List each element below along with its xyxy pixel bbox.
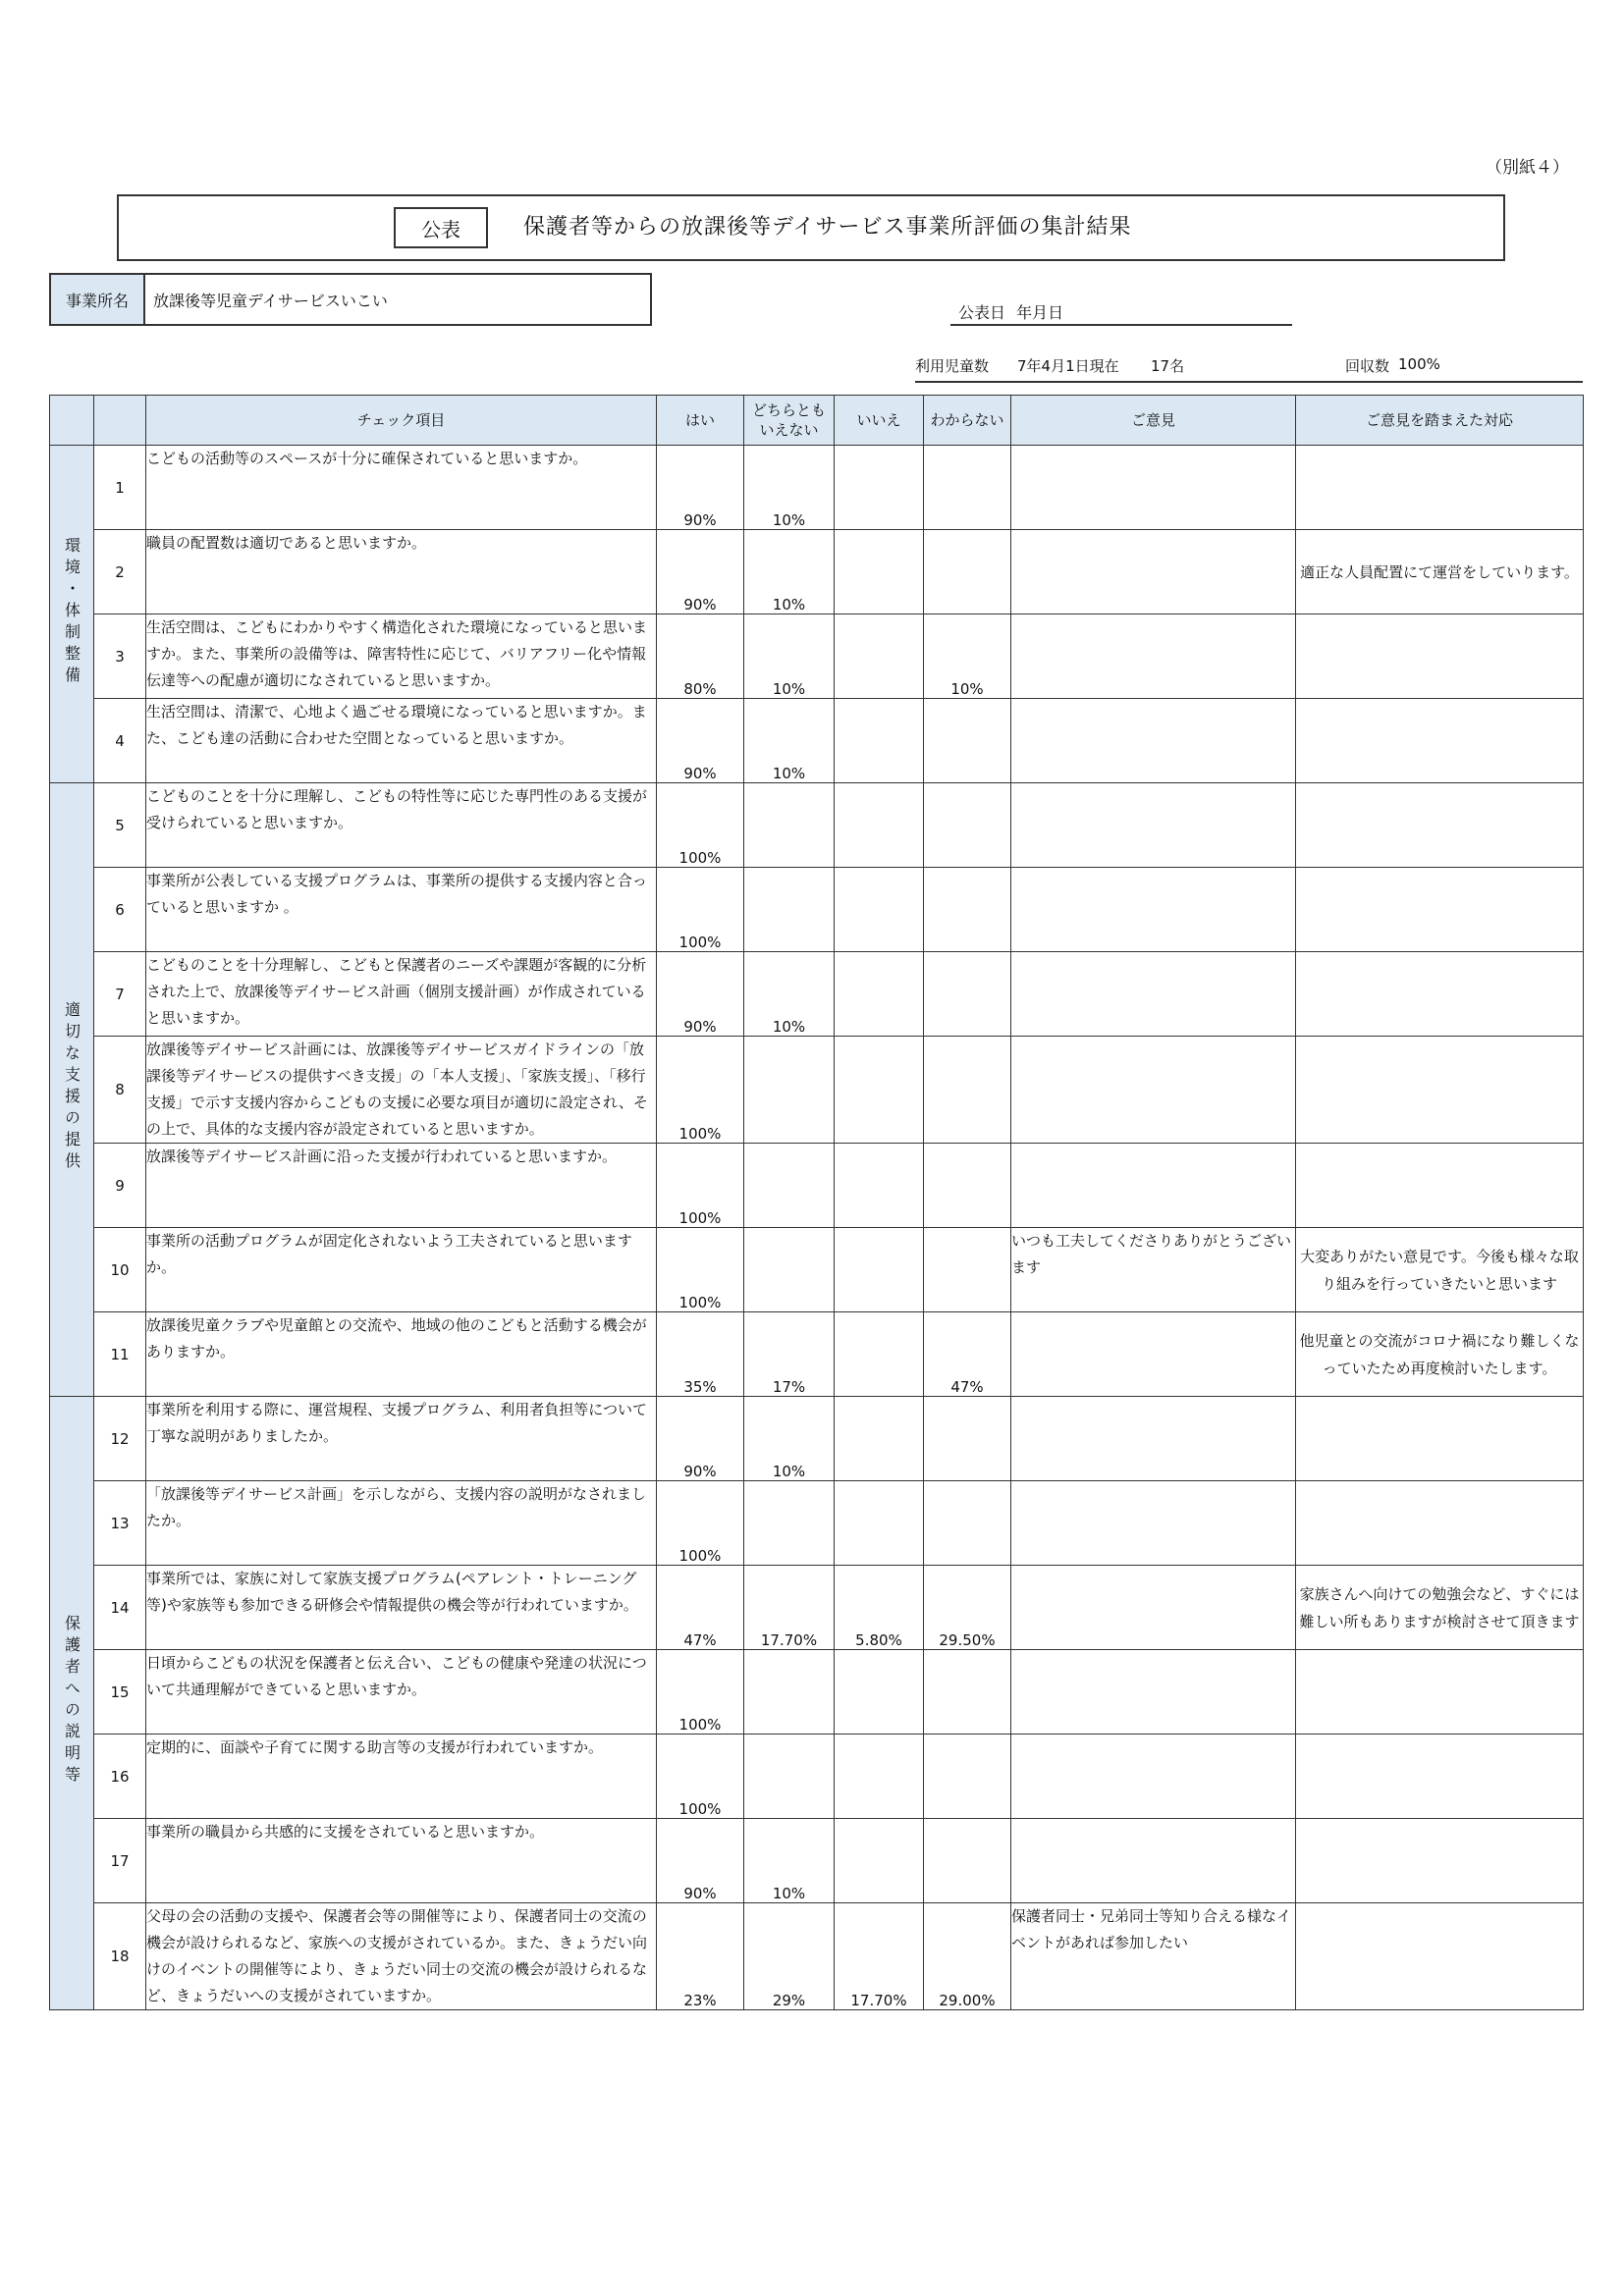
row-response bbox=[1296, 783, 1584, 868]
row-opinion bbox=[1011, 868, 1296, 952]
row-no-pct: 17.70% bbox=[835, 1903, 924, 2010]
row-number: 11 bbox=[94, 1312, 146, 1397]
table-row bbox=[50, 1228, 1584, 1312]
row-opinion: いつも工夫してくださりありがとうございます bbox=[1011, 1228, 1296, 1312]
table-row bbox=[50, 1735, 1584, 1819]
row-yes-pct: 100% bbox=[657, 868, 744, 952]
row-question: 放課後等デイサービス計画には、放課後等デイサービスガイドラインの「放課後等デイサービスの提供すべき支援」の「本人支援」、「家族支援」、「移行支援」で示す支援内容からこどもの支援に必要な項目が適切に設定され、その上で、具体的な支援内容が設定されていると思いますか。 bbox=[146, 1037, 657, 1144]
row-question: 事業所を利用する際に、運営規程、支援プログラム、利用者負担等について丁寧な説明がありましたか。 bbox=[146, 1397, 657, 1481]
row-question: 定期的に、面談や子育てに関する助言等の支援が行われていますか。 bbox=[146, 1735, 657, 1819]
row-no-pct bbox=[835, 699, 924, 783]
row-question: 事業所では、家族に対して家族支援プログラム(ペアレント・トレーニング等)や家族等も参加できる研修会や情報提供の機会等が行われていますか。 bbox=[146, 1566, 657, 1650]
row-opinion bbox=[1011, 614, 1296, 699]
table-row bbox=[50, 1481, 1584, 1566]
row-opinion bbox=[1011, 1650, 1296, 1735]
header-number bbox=[94, 396, 146, 446]
row-unknown-pct bbox=[924, 1228, 1011, 1312]
table-row bbox=[50, 614, 1584, 699]
row-yes-pct: 90% bbox=[657, 530, 744, 614]
table-row bbox=[50, 783, 1584, 868]
row-yes-pct: 80% bbox=[657, 614, 744, 699]
row-response bbox=[1296, 446, 1584, 530]
row-unknown-pct bbox=[924, 1735, 1011, 1819]
row-no-pct bbox=[835, 952, 924, 1037]
row-response: 大変ありがたい意見です。今後も様々な取り組みを行っていきたいと思います bbox=[1296, 1228, 1584, 1312]
publication-underline bbox=[950, 324, 1292, 326]
row-unknown-pct bbox=[924, 530, 1011, 614]
row-number: 17 bbox=[94, 1819, 146, 1903]
row-question: こどもの活動等のスペースが十分に確保されていると思いますか。 bbox=[146, 446, 657, 530]
row-number: 10 bbox=[94, 1228, 146, 1312]
row-number: 5 bbox=[94, 783, 146, 868]
header-unknown: わからない bbox=[924, 396, 1011, 446]
category-label bbox=[50, 1397, 94, 2010]
header-item: チェック項目 bbox=[146, 396, 657, 446]
row-neither-pct: 10% bbox=[744, 699, 835, 783]
row-unknown-pct bbox=[924, 1144, 1011, 1228]
row-yes-pct: 90% bbox=[657, 1397, 744, 1481]
row-yes-pct: 23% bbox=[657, 1903, 744, 2010]
row-response bbox=[1296, 1819, 1584, 1903]
row-no-pct bbox=[835, 1481, 924, 1566]
row-response bbox=[1296, 1481, 1584, 1566]
row-neither-pct: 10% bbox=[744, 952, 835, 1037]
row-response bbox=[1296, 1144, 1584, 1228]
row-neither-pct bbox=[744, 1228, 835, 1312]
row-question: こどものことを十分に理解し、こどもの特性等に応じた専門性のある支援が受けられていると思いますか。 bbox=[146, 783, 657, 868]
row-yes-pct: 90% bbox=[657, 446, 744, 530]
row-question: 生活空間は、こどもにわかりやすく構造化された環境になっていると思いますか。また、事業所の設備等は、障害特性に応じて、バリアフリー化や情報伝達等への配慮が適切になされていると思いますか。 bbox=[146, 614, 657, 699]
row-question: 日頃からこどもの状況を保護者と伝え合い、こどもの健康や発達の状況について共通理解ができていると思いますか。 bbox=[146, 1650, 657, 1735]
category-text: 適切な支援の提供 bbox=[62, 1001, 81, 1174]
row-neither-pct bbox=[744, 1650, 835, 1735]
row-question: 放課後児童クラブや児童館との交流や、地域の他のこどもと活動する機会がありますか。 bbox=[146, 1312, 657, 1397]
users-label: 利用児童数 bbox=[915, 357, 990, 375]
row-question: 父母の会の活動の支援や、保護者会等の開催等により、保護者同士の交流の機会が設けられるなど、家族への支援がされているか。また、きょうだい向けのイベントの開催等により、きょうだい同士の交流の機会が設けられるなど、きょうだいへの支援がされていますか。 bbox=[146, 1903, 657, 2010]
row-neither-pct bbox=[744, 868, 835, 952]
row-question: 「放課後等デイサービス計画」を示しながら、支援内容の説明がなされましたか。 bbox=[146, 1481, 657, 1566]
publication-value: 年月日 bbox=[1016, 303, 1064, 322]
row-neither-pct: 10% bbox=[744, 530, 835, 614]
responses-label: 回収数 bbox=[1345, 357, 1390, 375]
category-label bbox=[50, 446, 94, 783]
row-response: 他児童との交流がコロナ禍になり難しくなっていたため再度検討いたします。 bbox=[1296, 1312, 1584, 1397]
table-row bbox=[50, 1566, 1584, 1650]
header-neither: どちらとも いえない bbox=[744, 396, 835, 446]
row-opinion bbox=[1011, 446, 1296, 530]
row-no-pct bbox=[835, 1819, 924, 1903]
row-opinion: 保護者同士・兄弟同士等知り合える様なイベントがあれば参加したい bbox=[1011, 1903, 1296, 2010]
header-no: いいえ bbox=[835, 396, 924, 446]
header-category bbox=[50, 396, 94, 446]
row-response bbox=[1296, 699, 1584, 783]
row-number: 3 bbox=[94, 614, 146, 699]
page-title: 保護者等からの放課後等デイサービス事業所評価の集計結果 bbox=[523, 215, 1132, 240]
row-question: 職員の配置数は適切であると思いますか。 bbox=[146, 530, 657, 614]
row-yes-pct: 47% bbox=[657, 1566, 744, 1650]
row-unknown-pct bbox=[924, 868, 1011, 952]
table-row bbox=[50, 1037, 1584, 1144]
row-unknown-pct: 10% bbox=[924, 614, 1011, 699]
row-no-pct bbox=[835, 1650, 924, 1735]
row-number: 14 bbox=[94, 1566, 146, 1650]
row-neither-pct bbox=[744, 1144, 835, 1228]
row-opinion bbox=[1011, 1735, 1296, 1819]
row-response bbox=[1296, 614, 1584, 699]
users-as-of: 7年4月1日現在 bbox=[1017, 357, 1119, 375]
row-number: 7 bbox=[94, 952, 146, 1037]
row-unknown-pct: 47% bbox=[924, 1312, 1011, 1397]
table-row bbox=[50, 1397, 1584, 1481]
row-unknown-pct bbox=[924, 1037, 1011, 1144]
row-question: 事業所の職員から共感的に支援をされていると思いますか。 bbox=[146, 1819, 657, 1903]
publication-date bbox=[958, 300, 1063, 323]
row-response bbox=[1296, 1397, 1584, 1481]
row-question: 生活空間は、清潔で、心地よく過ごせる環境になっていると思いますか。また、こども達の活動に合わせた空間となっていると思いますか。 bbox=[146, 699, 657, 783]
row-no-pct bbox=[835, 446, 924, 530]
row-number: 15 bbox=[94, 1650, 146, 1735]
row-response bbox=[1296, 1037, 1584, 1144]
row-unknown-pct bbox=[924, 1397, 1011, 1481]
row-unknown-pct bbox=[924, 699, 1011, 783]
office-label: 事業所名 bbox=[51, 275, 145, 324]
row-response: 適正な人員配置にて運営をしていります。 bbox=[1296, 530, 1584, 614]
row-opinion bbox=[1011, 1566, 1296, 1650]
row-unknown-pct bbox=[924, 446, 1011, 530]
office-name: 放課後等児童デイサービスいこい bbox=[153, 291, 388, 310]
row-number: 12 bbox=[94, 1397, 146, 1481]
row-no-pct bbox=[835, 1397, 924, 1481]
row-neither-pct bbox=[744, 783, 835, 868]
table-row bbox=[50, 446, 1584, 530]
row-no-pct bbox=[835, 868, 924, 952]
row-yes-pct: 100% bbox=[657, 1037, 744, 1144]
table-row bbox=[50, 1650, 1584, 1735]
row-yes-pct: 100% bbox=[657, 783, 744, 868]
row-response bbox=[1296, 1735, 1584, 1819]
row-unknown-pct bbox=[924, 1650, 1011, 1735]
row-number: 9 bbox=[94, 1144, 146, 1228]
row-response bbox=[1296, 1903, 1584, 2010]
row-opinion bbox=[1011, 952, 1296, 1037]
row-opinion bbox=[1011, 699, 1296, 783]
row-neither-pct: 10% bbox=[744, 446, 835, 530]
row-yes-pct: 100% bbox=[657, 1650, 744, 1735]
header-yes: はい bbox=[657, 396, 744, 446]
row-unknown-pct bbox=[924, 783, 1011, 868]
title-box bbox=[117, 194, 1505, 261]
row-unknown-pct: 29.00% bbox=[924, 1903, 1011, 2010]
row-number: 1 bbox=[94, 446, 146, 530]
users-count: 17名 bbox=[1151, 357, 1185, 375]
row-neither-pct: 29% bbox=[744, 1903, 835, 2010]
row-number: 16 bbox=[94, 1735, 146, 1819]
table-row bbox=[50, 530, 1584, 614]
row-neither-pct bbox=[744, 1481, 835, 1566]
row-question: 事業所が公表している支援プログラムは、事業所の提供する支援内容と合っていると思いますか 。 bbox=[146, 868, 657, 952]
table-row bbox=[50, 1312, 1584, 1397]
table-row bbox=[50, 952, 1584, 1037]
public-label: 公表 bbox=[394, 207, 488, 248]
category-label bbox=[50, 783, 94, 1397]
row-no-pct: 5.80% bbox=[835, 1566, 924, 1650]
row-unknown-pct bbox=[924, 952, 1011, 1037]
row-no-pct bbox=[835, 1144, 924, 1228]
row-opinion bbox=[1011, 783, 1296, 868]
row-response: 家族さんへ向けての勉強会など、すぐには難しい所もありますが検討させて頂きます bbox=[1296, 1566, 1584, 1650]
row-neither-pct bbox=[744, 1037, 835, 1144]
row-question: 事業所の活動プログラムが固定化されないよう工夫されていると思いますか。 bbox=[146, 1228, 657, 1312]
row-no-pct bbox=[835, 783, 924, 868]
row-no-pct bbox=[835, 614, 924, 699]
row-neither-pct: 17% bbox=[744, 1312, 835, 1397]
row-no-pct bbox=[835, 1735, 924, 1819]
evaluation-table bbox=[49, 395, 1584, 2010]
row-unknown-pct: 29.50% bbox=[924, 1566, 1011, 1650]
row-yes-pct: 100% bbox=[657, 1144, 744, 1228]
row-yes-pct: 100% bbox=[657, 1481, 744, 1566]
row-opinion bbox=[1011, 1312, 1296, 1397]
row-yes-pct: 100% bbox=[657, 1735, 744, 1819]
row-neither-pct bbox=[744, 1735, 835, 1819]
responses-value: 100% bbox=[1398, 355, 1440, 373]
row-opinion bbox=[1011, 1037, 1296, 1144]
row-number: 4 bbox=[94, 699, 146, 783]
header-opinion: ご意見 bbox=[1011, 396, 1296, 446]
row-neither-pct: 17.70% bbox=[744, 1566, 835, 1650]
row-neither-pct: 10% bbox=[744, 614, 835, 699]
annex-label: （別紙４） bbox=[1486, 158, 1569, 178]
row-yes-pct: 90% bbox=[657, 1819, 744, 1903]
row-unknown-pct bbox=[924, 1481, 1011, 1566]
row-yes-pct: 90% bbox=[657, 699, 744, 783]
publication-label: 公表日 bbox=[958, 303, 1006, 322]
table-row bbox=[50, 1903, 1584, 2010]
table-row bbox=[50, 1144, 1584, 1228]
row-unknown-pct bbox=[924, 1819, 1011, 1903]
row-no-pct bbox=[835, 530, 924, 614]
office-box bbox=[49, 273, 652, 326]
row-number: 18 bbox=[94, 1903, 146, 2010]
table-header bbox=[50, 396, 1584, 446]
row-question: 放課後等デイサービス計画に沿った支援が行われていると思いますか。 bbox=[146, 1144, 657, 1228]
row-number: 2 bbox=[94, 530, 146, 614]
row-response bbox=[1296, 1650, 1584, 1735]
category-text: 環境・体制整備 bbox=[62, 536, 81, 688]
table-row bbox=[50, 868, 1584, 952]
stats-underline bbox=[915, 381, 1583, 383]
table-row bbox=[50, 699, 1584, 783]
row-number: 8 bbox=[94, 1037, 146, 1144]
row-yes-pct: 35% bbox=[657, 1312, 744, 1397]
row-opinion bbox=[1011, 1481, 1296, 1566]
row-response bbox=[1296, 952, 1584, 1037]
row-opinion bbox=[1011, 1819, 1296, 1903]
row-neither-pct: 10% bbox=[744, 1819, 835, 1903]
row-yes-pct: 100% bbox=[657, 1228, 744, 1312]
header-response: ご意見を踏まえた対応 bbox=[1296, 396, 1584, 446]
row-question: こどものことを十分理解し、こどもと保護者のニーズや課題が客観的に分析された上で、放課後等デイサービス計画（個別支援計画）が作成されていると思いますか。 bbox=[146, 952, 657, 1037]
row-yes-pct: 90% bbox=[657, 952, 744, 1037]
row-opinion bbox=[1011, 1144, 1296, 1228]
row-opinion bbox=[1011, 1397, 1296, 1481]
row-no-pct bbox=[835, 1228, 924, 1312]
category-text: 保護者への説明等 bbox=[62, 1615, 81, 1788]
row-number: 6 bbox=[94, 868, 146, 952]
row-opinion bbox=[1011, 530, 1296, 614]
row-neither-pct: 10% bbox=[744, 1397, 835, 1481]
row-no-pct bbox=[835, 1312, 924, 1397]
table-row bbox=[50, 1819, 1584, 1903]
row-response bbox=[1296, 868, 1584, 952]
row-number: 13 bbox=[94, 1481, 146, 1566]
row-no-pct bbox=[835, 1037, 924, 1144]
